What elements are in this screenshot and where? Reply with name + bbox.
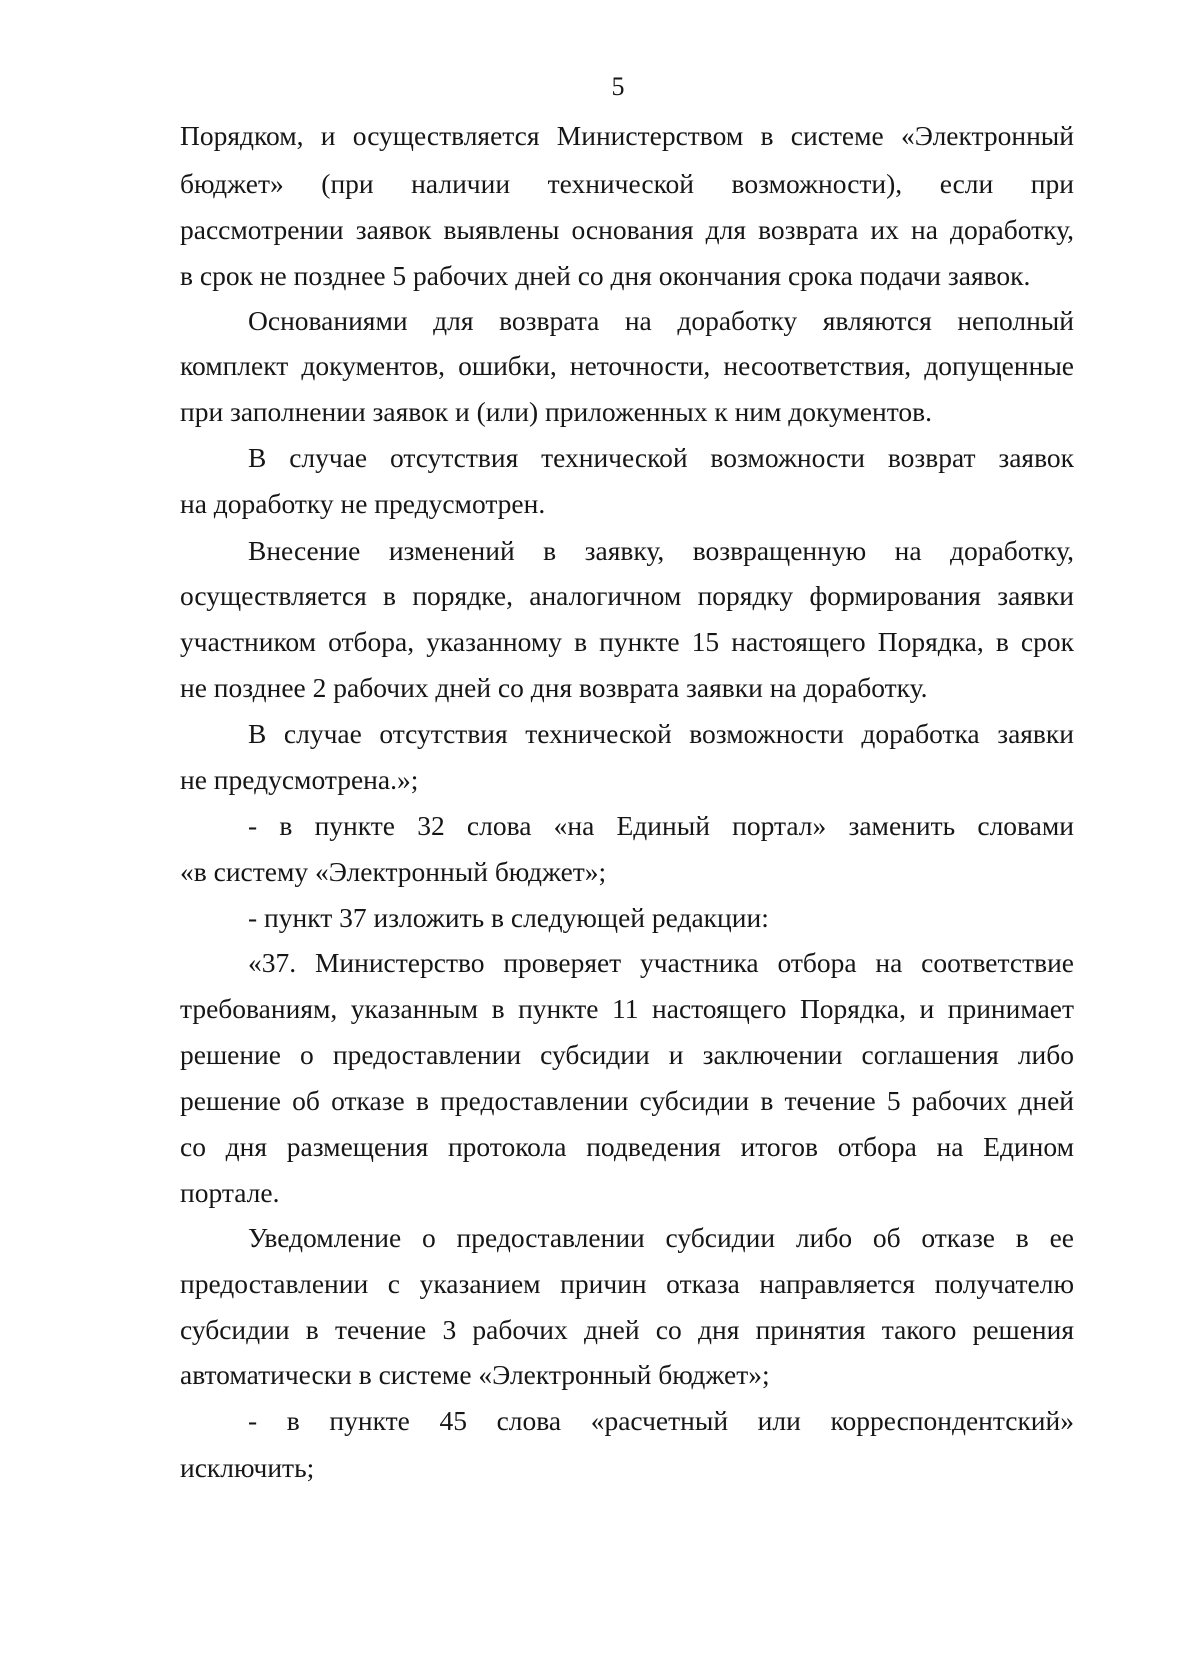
text-line: - пункт 37 изложить в следующей редакции: (248, 902, 769, 933)
text-line: комплект документов, ошибки, неточности, несоответствия, допущенные (180, 350, 1074, 381)
text-line: осуществляется в порядке, аналогичном порядку формирования заявки (180, 580, 1074, 611)
text-line: В случае отсутствия технической возможности доработка заявки (248, 718, 1074, 749)
page-number: 5 (611, 72, 625, 101)
text-line: бюджет» (при наличии технической возможности), если при (180, 168, 1074, 199)
text-line: В случае отсутствия технической возможности возврат заявок (248, 442, 1074, 473)
text-line: субсидии в течение 3 рабочих дней со дня принятия такого решения (180, 1314, 1074, 1345)
text-line: со дня размещения протокола подведения итогов отбора на Едином (180, 1131, 1074, 1162)
text-line: Внесение изменений в заявку, возвращенную на доработку, (248, 535, 1074, 566)
text-line: на доработку не предусмотрен. (180, 488, 546, 519)
text-line: при заполнении заявок и (или) приложенных к ним документов. (180, 396, 932, 427)
text-line: автоматически в системе «Электронный бюджет»; (180, 1359, 770, 1390)
text-line: решение о предоставлении субсидии и заключении соглашения либо (180, 1039, 1074, 1070)
text-line: не предусмотрена.»; (180, 764, 419, 795)
text-line: Порядком, и осуществляется Министерством в системе «Электронный (180, 120, 1074, 151)
text-line: - в пункте 32 слова «на Единый портал» заменить словами (248, 810, 1074, 841)
text-line: предоставлении с указанием причин отказа направляется получателю (180, 1268, 1074, 1299)
text-line: решение об отказе в предоставлении субсидии в течение 5 рабочих дней (180, 1085, 1074, 1116)
text-line: Основаниями для возврата на доработку являются неполный (248, 305, 1074, 336)
text-line: в срок не позднее 5 рабочих дней со дня окончания срока подачи заявок. (180, 260, 1031, 291)
text-line: участником отбора, указанному в пункте 15 настоящего Порядка, в срок (180, 626, 1074, 657)
text-line: требованиям, указанным в пункте 11 настоящего Порядка, и принимает (180, 993, 1074, 1024)
text-line: портале. (180, 1177, 280, 1208)
text-line: «37. Министерство проверяет участника отбора на соответствие (248, 947, 1074, 978)
text-line: «в систему «Электронный бюджет»; (180, 856, 607, 887)
text-line: исключить; (180, 1452, 315, 1483)
text-line: не позднее 2 рабочих дней со дня возврата заявки на доработку. (180, 672, 928, 703)
text-line: Уведомление о предоставлении субсидии либо об отказе в ее (248, 1222, 1074, 1253)
text-line: - в пункте 45 слова «расчетный или корреспондентский» (248, 1405, 1074, 1436)
text-line: рассмотрении заявок выявлены основания для возврата их на доработку, (180, 214, 1074, 245)
